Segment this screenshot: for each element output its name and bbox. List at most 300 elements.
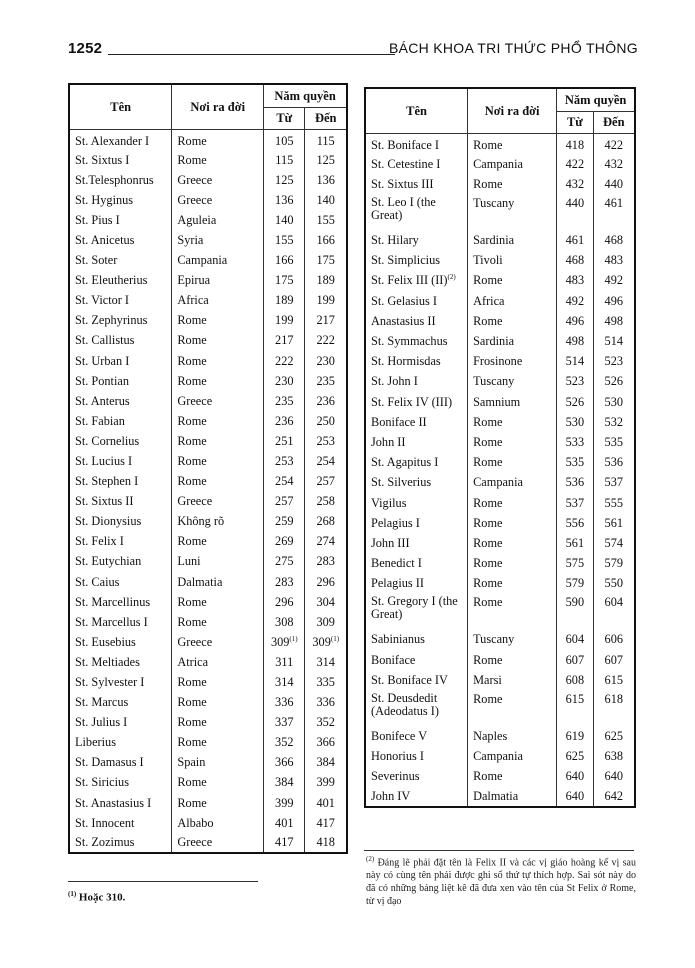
- reign-to-text: 532: [604, 414, 623, 429]
- pope-name-text: Severinus: [371, 769, 420, 784]
- birthplace-text: Aguleia: [177, 212, 217, 227]
- birthplace-text: Rome: [177, 373, 207, 388]
- reign-from-text: 608: [565, 672, 585, 687]
- birthplace-cell: [468, 670, 557, 690]
- pope-name-text: John IV: [371, 789, 411, 804]
- reign-from-text: 461: [565, 233, 585, 248]
- reign-from-cell: [557, 250, 593, 270]
- reign-from-cell: [264, 290, 305, 310]
- table-row: [69, 672, 347, 692]
- pope-name-cell: [365, 533, 468, 553]
- table-row: [365, 412, 635, 432]
- birthplace-text: Marsi: [473, 672, 502, 687]
- reign-to-cell: [305, 491, 347, 511]
- column-header-to: Đến: [305, 107, 347, 129]
- table-row: [365, 670, 635, 690]
- reign-from-cell: [264, 451, 305, 471]
- table-row: [69, 351, 347, 371]
- birthplace-text: Spain: [177, 755, 206, 770]
- reign-to-cell: [305, 752, 347, 772]
- reign-from-cell: [557, 746, 593, 766]
- pope-table-left: [68, 83, 348, 854]
- pope-name-text: St. Gregory I (the Great): [371, 594, 458, 622]
- reign-from-cell: [264, 170, 305, 190]
- reign-from-cell: [264, 391, 305, 411]
- reign-to-text: 336: [316, 695, 335, 710]
- reign-from-cell: [264, 511, 305, 531]
- reign-from-cell: [557, 432, 593, 452]
- birthplace-text: Rome: [473, 138, 503, 153]
- table-row: [365, 629, 635, 649]
- reign-from-cell: [557, 533, 593, 553]
- reign-to-text: 523: [604, 354, 623, 369]
- reign-from-text: 401: [275, 815, 294, 830]
- reign-from-cell: [557, 726, 593, 746]
- pope-name-cell: [365, 270, 468, 290]
- reign-to-text: 257: [316, 474, 335, 489]
- reign-to-cell: [593, 553, 635, 573]
- table-row: [69, 391, 347, 411]
- reign-from-text: 236: [275, 413, 294, 428]
- reign-from-text: 337: [275, 715, 294, 730]
- reign-to-cell: [305, 451, 347, 471]
- pope-name-text: St. Symmachus: [371, 334, 448, 349]
- birthplace-cell: [468, 593, 557, 629]
- reign-from-text: 579: [565, 576, 585, 591]
- birthplace-cell: [172, 652, 264, 672]
- birthplace-text: Naples: [473, 729, 508, 744]
- reign-from-text: 235: [275, 393, 294, 408]
- reign-to-cell: [593, 270, 635, 290]
- reign-from-text: 166: [275, 253, 294, 268]
- table-row: [365, 331, 635, 351]
- pope-name-cell: [365, 493, 468, 513]
- table-row: [69, 451, 347, 471]
- reign-to-cell: [593, 726, 635, 746]
- pope-name-cell: [69, 431, 172, 451]
- reign-from-text: 155: [275, 232, 294, 247]
- birthplace-cell: [468, 194, 557, 230]
- pope-name-text: St. Siricius: [75, 775, 129, 790]
- reign-to-cell: [305, 692, 347, 712]
- birthplace-cell: [172, 471, 264, 491]
- pope-name-cell: [365, 746, 468, 766]
- birthplace-cell: [468, 392, 557, 412]
- reign-to-text: 514: [604, 334, 623, 349]
- reign-to-cell: [305, 471, 347, 491]
- reign-from-cell: [264, 833, 305, 853]
- reign-to-cell: [593, 250, 635, 270]
- pope-name-cell: [69, 692, 172, 712]
- reign-to-text: 235: [316, 373, 335, 388]
- reign-to-cell: [593, 513, 635, 533]
- birthplace-cell: [468, 331, 557, 351]
- reign-from-text: 575: [565, 556, 585, 571]
- pope-name-text: Sabinianus: [371, 632, 425, 647]
- birthplace-text: Rome: [473, 313, 503, 328]
- pope-name-cell: [365, 412, 468, 432]
- footnote-rule: [364, 850, 634, 851]
- reign-to-cell: [593, 573, 635, 593]
- reign-from-text: 604: [565, 632, 585, 647]
- birthplace-text: Frosinone: [473, 354, 523, 369]
- table-row: [365, 134, 635, 154]
- birthplace-cell: [172, 431, 264, 451]
- pope-name-text: St. Hilary: [371, 233, 419, 248]
- reign-to-text: 606: [604, 632, 623, 647]
- reign-from-text: 492: [565, 293, 585, 308]
- reign-to-text: 304: [316, 594, 335, 609]
- reign-from-cell: [264, 672, 305, 692]
- reign-from-cell: [264, 230, 305, 250]
- reign-to-cell: [305, 250, 347, 270]
- table-row: [69, 833, 347, 853]
- birthplace-text: Rome: [177, 433, 207, 448]
- table-row: [69, 551, 347, 571]
- header-rule: [108, 54, 395, 55]
- reign-from-text: 311: [275, 654, 294, 669]
- reign-to-text: 440: [604, 176, 623, 191]
- birthplace-cell: [468, 412, 557, 432]
- pope-name-cell: [69, 391, 172, 411]
- birthplace-cell: [468, 371, 557, 391]
- birthplace-text: Rome: [473, 535, 503, 550]
- pope-name-cell: [365, 787, 468, 807]
- reign-to-cell: [305, 330, 347, 350]
- table-row: [69, 592, 347, 612]
- table-row: [69, 773, 347, 793]
- birthplace-cell: [468, 230, 557, 250]
- reign-from-cell: [557, 766, 593, 786]
- pope-name-cell: [69, 732, 172, 752]
- birthplace-cell: [172, 150, 264, 170]
- birthplace-cell: [172, 712, 264, 732]
- birthplace-text: Dalmatia: [177, 574, 223, 589]
- reign-from-cell: [264, 813, 305, 833]
- reign-from-cell: [264, 431, 305, 451]
- pope-name-text: St. Zephyrinus: [75, 313, 148, 328]
- reign-to-text: 550: [604, 576, 623, 591]
- reign-from-cell: [264, 250, 305, 270]
- table-row: [365, 573, 635, 593]
- table-row: [365, 154, 635, 174]
- pope-name-cell: [69, 531, 172, 551]
- reign-to-text: 222: [316, 333, 335, 348]
- pope-name-text: St. Caius: [75, 574, 120, 589]
- reign-to-cell: [593, 452, 635, 472]
- birthplace-text: Greece: [177, 172, 213, 187]
- birthplace-cell: [172, 692, 264, 712]
- birthplace-text: Rome: [177, 735, 207, 750]
- reign-from-cell: [557, 134, 593, 154]
- reign-to-text: 483: [604, 253, 623, 268]
- pope-name-text: St. Eusebius: [75, 634, 136, 649]
- birthplace-text: Rome: [473, 495, 503, 510]
- pope-name-text: St. Anastasius I: [75, 795, 152, 810]
- reign-to-cell: [305, 551, 347, 571]
- reign-from-text: 533: [565, 434, 585, 449]
- reign-from-cell: [557, 787, 593, 807]
- reign-from-cell: [557, 174, 593, 194]
- table-row: [365, 174, 635, 194]
- reign-to-text: 536: [604, 455, 623, 470]
- birthplace-cell: [172, 290, 264, 310]
- pope-name-text: St. Leo I (the Great): [371, 195, 436, 222]
- birthplace-text: Rome: [177, 534, 207, 549]
- table-row: [365, 270, 635, 290]
- reign-from-cell: [557, 670, 593, 690]
- reign-from-text: 253: [275, 453, 294, 468]
- birthplace-text: Rome: [177, 795, 207, 810]
- reign-to-cell: [305, 632, 347, 652]
- birthplace-text: Rome: [177, 675, 207, 689]
- reign-to-text: 352: [316, 715, 335, 730]
- pope-name-text: St. Callistus: [75, 333, 135, 348]
- reign-to-text: 335: [316, 675, 335, 689]
- birthplace-text: Sardinia: [473, 334, 515, 349]
- reign-to-text: 555: [604, 495, 623, 510]
- reign-from-text: 384: [275, 775, 294, 790]
- reign-to-text: 140: [316, 192, 335, 207]
- birthplace-cell: [172, 793, 264, 813]
- pope-name-cell: [365, 230, 468, 250]
- reign-to-text: 574: [604, 535, 623, 550]
- reign-to-cell: [593, 291, 635, 311]
- table-row: [365, 746, 635, 766]
- birthplace-text: Campania: [473, 749, 523, 764]
- birthplace-text: Rome: [473, 176, 503, 191]
- birthplace-cell: [172, 451, 264, 471]
- reign-from-cell: [264, 793, 305, 813]
- reign-to-cell: [305, 391, 347, 411]
- footnote-2-text: Đáng lẽ phải đặt tên là Felix II và các vị giáo hoàng kế vị sau này có cùng tên phải được ghi số thứ tự thích hợp. Sai sót này do đã có những bảng liệt kê đã đưa xen vào tên của St Felix ở Rome, từ vị đạo: [366, 857, 636, 908]
- pope-name-footnote-marker: (2): [447, 273, 456, 282]
- birthplace-text: Rome: [177, 715, 207, 730]
- reign-to-text: 309: [312, 634, 331, 649]
- pope-name-cell: [69, 572, 172, 592]
- birthplace-cell: [172, 391, 264, 411]
- birthplace-cell: [172, 592, 264, 612]
- reign-from-text: 432: [565, 176, 585, 191]
- reign-to-cell: [593, 331, 635, 351]
- birthplace-text: Tuscany: [473, 374, 515, 389]
- reign-to-text: 125: [316, 152, 335, 167]
- reign-to-cell: [305, 150, 347, 170]
- table-row: [365, 553, 635, 573]
- pope-name-cell: [365, 392, 468, 412]
- footnote-1-text: Hoặc 310.: [78, 891, 126, 904]
- reign-to-cell: [305, 592, 347, 612]
- table-row: [69, 652, 347, 672]
- pope-name-cell: [365, 472, 468, 492]
- table-row: [365, 493, 635, 513]
- birthplace-cell: [172, 632, 264, 652]
- pope-name-text: St. Gelasius I: [371, 293, 437, 308]
- birthplace-text: Rome: [177, 614, 207, 629]
- birthplace-text: Epirua: [177, 273, 211, 288]
- pope-name-cell: [365, 174, 468, 194]
- reign-from-text: 296: [275, 594, 294, 609]
- pope-name-text: St. Damasus I: [75, 755, 144, 770]
- reign-to-text: 136: [316, 172, 335, 187]
- reign-to-cell: [593, 230, 635, 250]
- reign-to-text: 496: [604, 293, 623, 308]
- pope-name-cell: [365, 194, 468, 230]
- pope-name-cell: [69, 451, 172, 471]
- reign-from-cell: [264, 592, 305, 612]
- birthplace-cell: [468, 726, 557, 746]
- reign-from-cell: [557, 270, 593, 290]
- reign-from-cell: [557, 291, 593, 311]
- reign-to-text: 115: [316, 134, 335, 149]
- birthplace-cell: [468, 311, 557, 331]
- table-row: [365, 351, 635, 371]
- reign-to-text: 418: [316, 835, 335, 850]
- reign-from-cell: [264, 652, 305, 672]
- birthplace-cell: [468, 533, 557, 553]
- pope-name-text: St. Boniface IV: [371, 672, 448, 687]
- reign-from-text: 537: [565, 495, 585, 510]
- reign-from-text: 314: [275, 675, 294, 689]
- reign-from-cell: [557, 493, 593, 513]
- table-row: [69, 632, 347, 652]
- birthplace-cell: [468, 766, 557, 786]
- table-row: [69, 270, 347, 290]
- reign-to-text: 537: [604, 475, 623, 490]
- reign-to-cell: [305, 210, 347, 230]
- reign-to-text: 250: [316, 413, 335, 428]
- reign-from-cell: [264, 531, 305, 551]
- pope-name-cell: [69, 371, 172, 391]
- table-row: [365, 593, 635, 629]
- reign-to-text: 254: [316, 453, 335, 468]
- reign-to-text: 253: [316, 433, 335, 448]
- reign-from-text: 366: [275, 755, 294, 770]
- reign-from-cell: [557, 452, 593, 472]
- pope-name-text: St. Cetestine I: [371, 156, 441, 171]
- reign-to-cell: [305, 511, 347, 531]
- reign-to-text: 638: [604, 749, 623, 764]
- table-row: [365, 392, 635, 412]
- reign-from-text: 399: [275, 795, 294, 810]
- table-row: [69, 732, 347, 752]
- birthplace-text: Rome: [473, 769, 503, 784]
- table-row: [365, 452, 635, 472]
- reign-from-cell: [557, 573, 593, 593]
- pope-table-right: [364, 87, 636, 808]
- table-row: [69, 150, 347, 170]
- pope-name-cell: [69, 150, 172, 170]
- reign-to-cell: [593, 629, 635, 649]
- column-header-reign: Năm quyền: [264, 84, 347, 107]
- reign-from-cell: [264, 371, 305, 391]
- pope-name-text: St. Meltiades: [75, 654, 140, 669]
- reign-to-cell: [305, 813, 347, 833]
- pope-name-cell: [69, 491, 172, 511]
- pope-name-text: St. Simplicius: [371, 253, 441, 268]
- pope-name-text: St. Dionysius: [75, 514, 142, 529]
- birthplace-cell: [172, 491, 264, 511]
- reign-from-text: 440: [565, 196, 585, 211]
- footnote-rule: [68, 881, 258, 882]
- birthplace-text: Rome: [473, 515, 503, 530]
- reign-to-cell: [593, 134, 635, 154]
- reign-to-text: 492: [604, 273, 623, 288]
- pope-name-cell: [365, 690, 468, 726]
- reign-from-text: 115: [275, 152, 294, 167]
- pope-name-cell: [69, 190, 172, 210]
- pope-name-cell: [69, 632, 172, 652]
- pope-name-cell: [69, 471, 172, 491]
- reign-from-cell: [557, 690, 593, 726]
- birthplace-cell: [172, 551, 264, 571]
- birthplace-text: Rome: [177, 775, 207, 790]
- birthplace-cell: [172, 833, 264, 853]
- reign-from-text: 530: [565, 414, 585, 429]
- column-header-name: Tên: [69, 84, 172, 130]
- pope-name-text: Boniface: [371, 652, 416, 667]
- pope-table-left-body: [69, 130, 347, 853]
- pope-name-text: Vigilus: [371, 495, 407, 510]
- column-header-to: Đến: [593, 111, 635, 133]
- table-row: [365, 432, 635, 452]
- pope-name-text: St. Fabian: [75, 413, 125, 428]
- reign-to-cell: [305, 833, 347, 853]
- reign-from-footnote-marker: (1): [289, 634, 298, 643]
- birthplace-cell: [468, 472, 557, 492]
- pope-name-cell: [365, 513, 468, 533]
- pope-name-text: St. Marcellinus: [75, 594, 151, 609]
- reign-from-text: 615: [565, 692, 585, 706]
- pope-name-text: St. Urban I: [75, 353, 130, 368]
- reign-from-cell: [557, 230, 593, 250]
- birthplace-text: Dalmatia: [473, 789, 519, 804]
- reign-from-cell: [264, 732, 305, 752]
- table-row: [69, 531, 347, 551]
- table-row: [69, 130, 347, 150]
- pope-name-cell: [365, 250, 468, 270]
- reign-from-text: 514: [565, 354, 585, 369]
- birthplace-text: Tivoli: [473, 253, 503, 268]
- reign-to-cell: [305, 732, 347, 752]
- pope-name-text: St. Victor I: [75, 293, 130, 308]
- pope-name-cell: [69, 712, 172, 732]
- reign-to-cell: [593, 351, 635, 371]
- pope-name-text: Benedict I: [371, 556, 422, 571]
- table-row: [69, 190, 347, 210]
- birthplace-cell: [468, 746, 557, 766]
- pope-name-cell: [69, 270, 172, 290]
- reign-to-text: 217: [316, 313, 335, 328]
- birthplace-text: Sardinia: [473, 233, 515, 248]
- reign-from-text: 523: [565, 374, 585, 389]
- reign-to-cell: [305, 712, 347, 732]
- pope-name-cell: [365, 593, 468, 629]
- reign-to-text: 461: [604, 196, 623, 211]
- pope-name-cell: [69, 793, 172, 813]
- reign-to-text: 309: [316, 614, 335, 629]
- table-row: [365, 690, 635, 726]
- reign-from-cell: [264, 351, 305, 371]
- birthplace-text: Rome: [473, 273, 503, 288]
- reign-from-text: 275: [275, 554, 294, 569]
- reign-to-cell: [305, 612, 347, 632]
- pope-name-cell: [69, 511, 172, 531]
- pope-name-cell: [69, 250, 172, 270]
- birthplace-text: Tuscany: [473, 196, 515, 211]
- pope-name-cell: [365, 134, 468, 154]
- column-header-birthplace: Nơi ra đời: [172, 84, 264, 130]
